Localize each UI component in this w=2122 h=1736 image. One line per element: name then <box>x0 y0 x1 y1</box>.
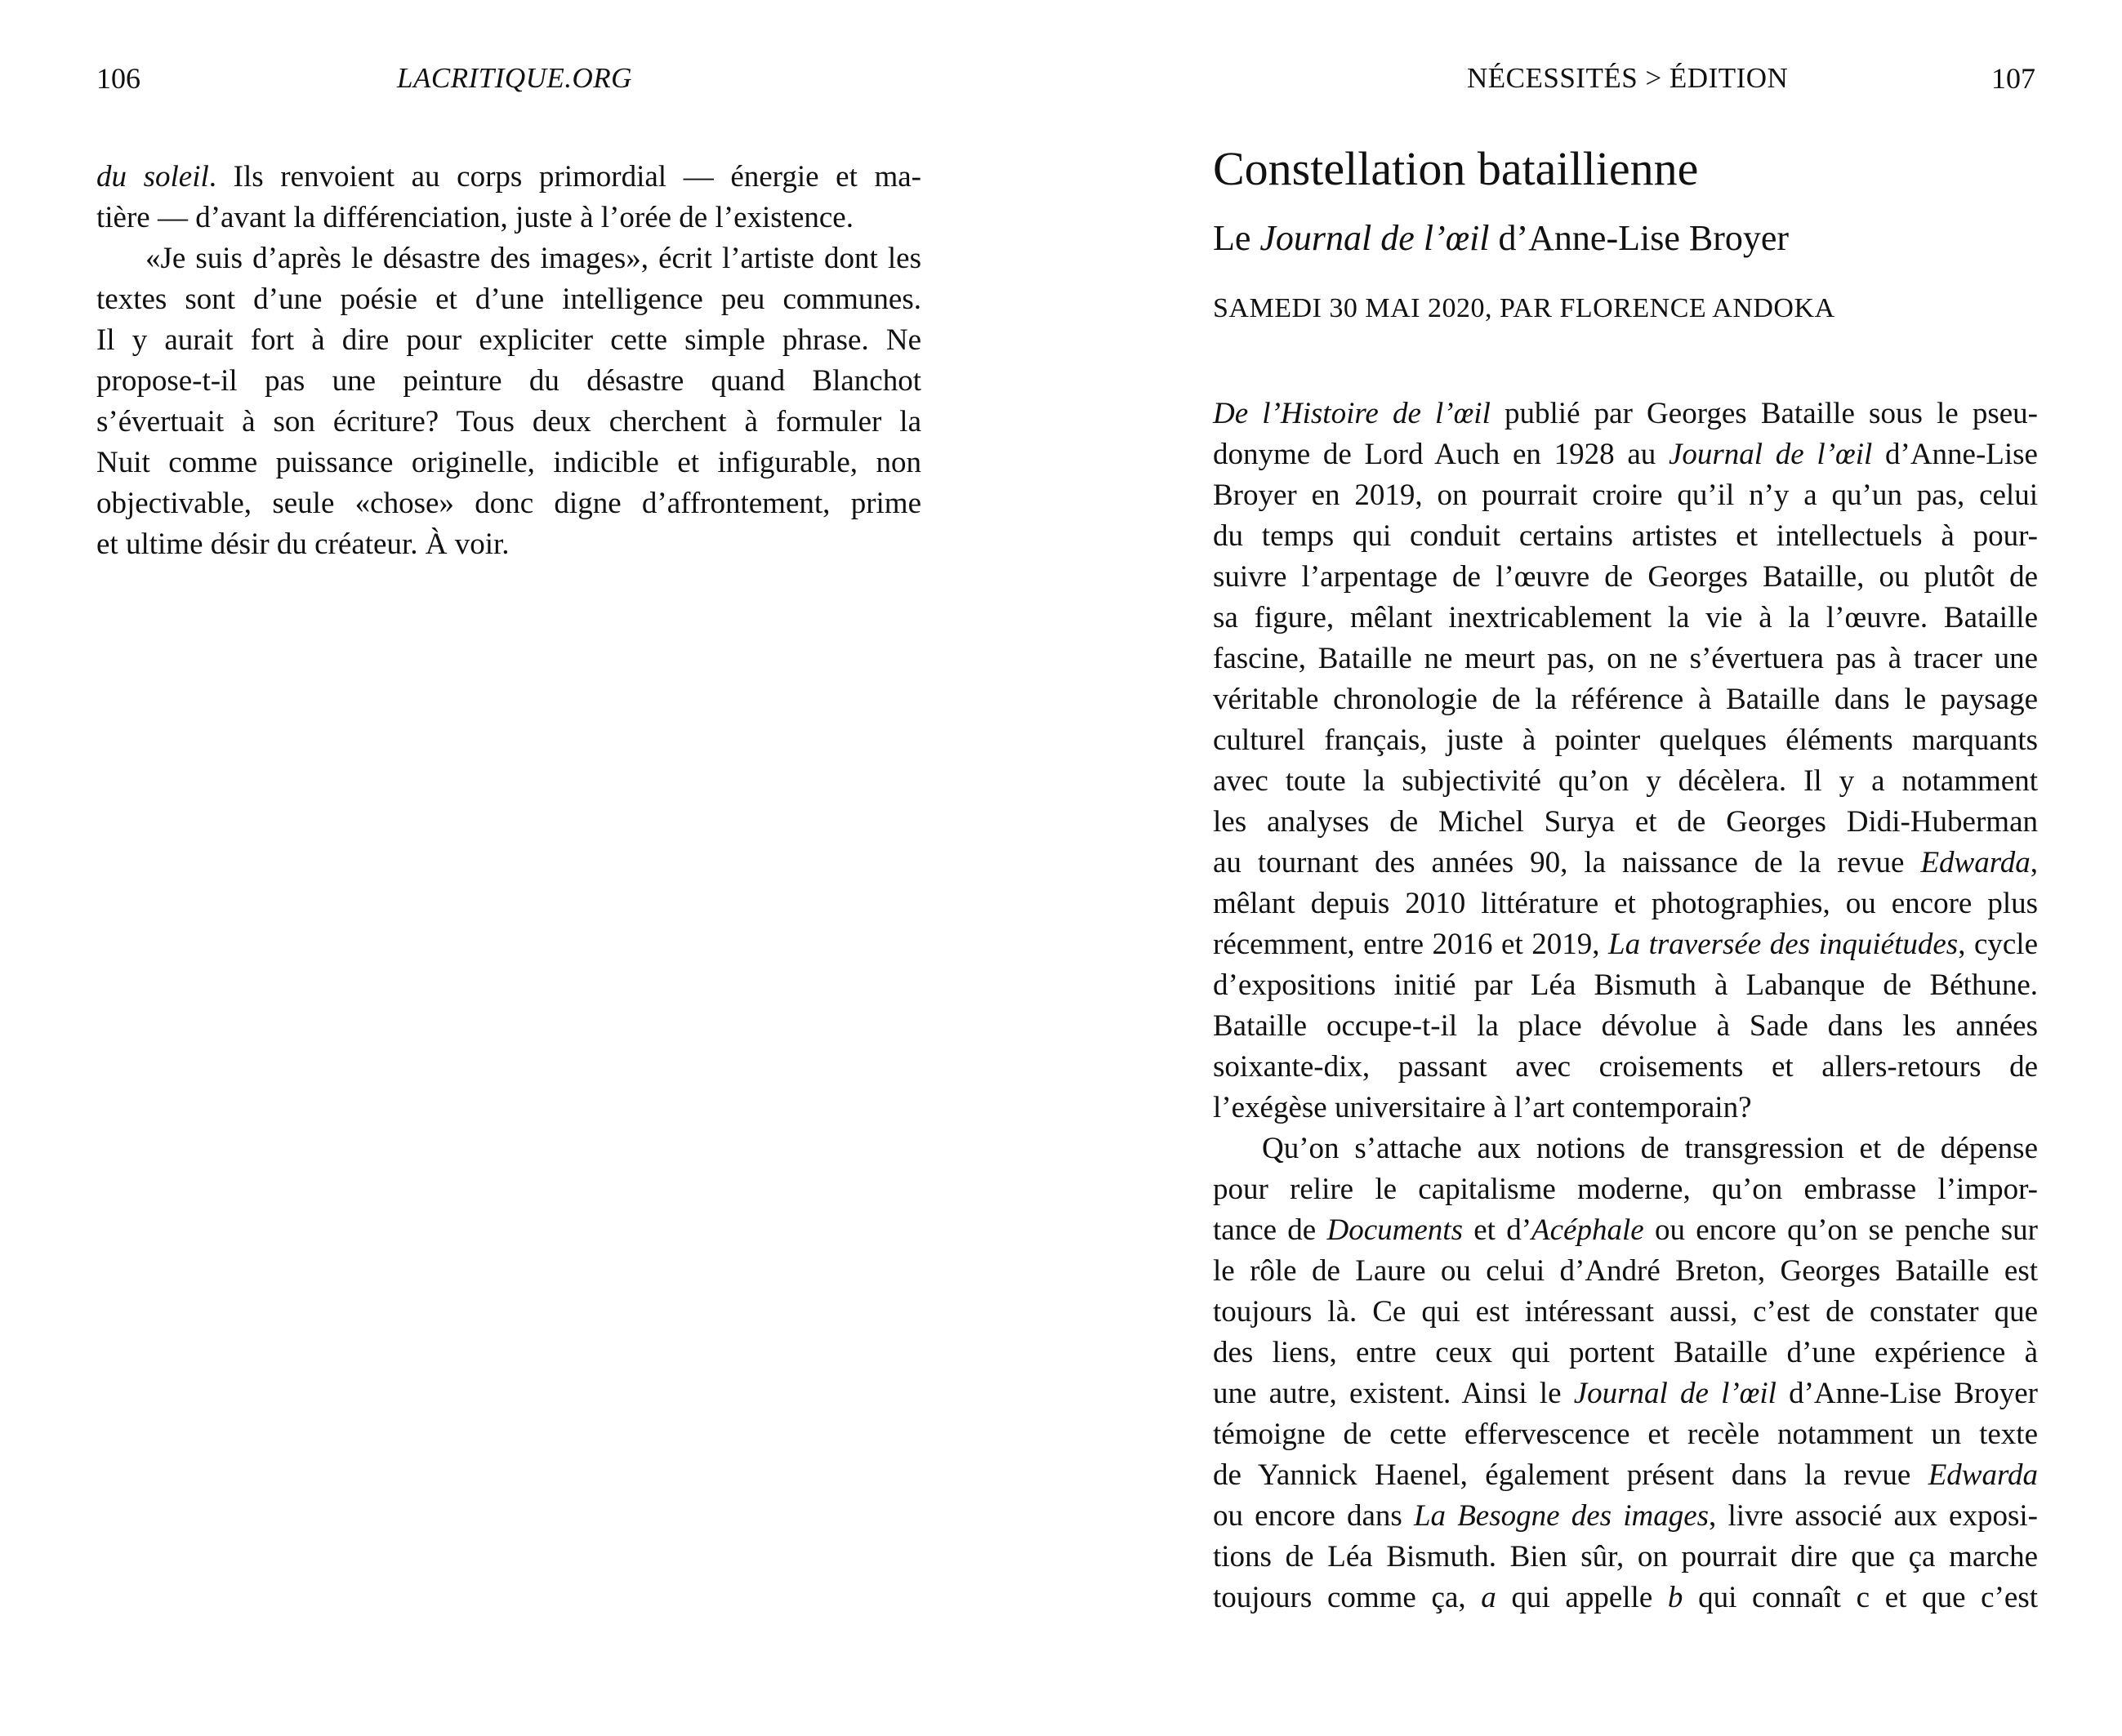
body-text: d’Anne-Lise <box>1872 438 2038 471</box>
body-text: Il y aurait fort à dire pour expliciter cette simple phrase. Ne <box>96 323 921 357</box>
text-line <box>96 157 921 198</box>
text-line <box>1213 516 2038 557</box>
italic-title-text: La traversée des inquiétudes <box>1608 928 1959 961</box>
text-line <box>96 198 921 238</box>
text-line <box>1213 924 2038 965</box>
italic-title-text: b <box>1667 1581 1683 1614</box>
text-line <box>1213 1006 2038 1047</box>
text-line <box>96 279 921 320</box>
italic-title-text: Edwarda <box>1928 1458 2038 1492</box>
body-text: . Ils renvoient au corps primordial — énergie et ma- <box>208 160 921 194</box>
body-text: sa figure, mêlant inextricablement la vie à la l’œuvre. Bataille <box>1213 601 2038 634</box>
right-page <box>1061 0 2122 1736</box>
article-title: Constellation bataillienne <box>1213 142 1699 195</box>
text-line <box>96 402 921 443</box>
body-text: fascine, Bataille ne meurt pas, on ne s’évertuera pas à tracer une <box>1213 642 2038 675</box>
text-line <box>1213 1210 2038 1251</box>
text-line <box>1213 1169 2038 1210</box>
italic-title-text: De l’Histoire de l’œil <box>1213 397 1491 430</box>
body-text: du temps qui conduit certains artistes et intellectuels à pour- <box>1213 519 2038 553</box>
body-text: qui appelle <box>1496 1581 1668 1614</box>
italic-title-text: Acéphale <box>1531 1213 1644 1247</box>
body-text: publié par Georges Bataille sous le pseu- <box>1490 397 2038 430</box>
body-text: les analyses de Michel Surya et de Georges Didi-Huberman <box>1213 805 2038 839</box>
body-text: qui connaît c et que c’est <box>1683 1581 2039 1614</box>
body-text: avec toute la subjectivité qu’on y décèlera. Il y a notamment <box>1213 764 2038 798</box>
body-text: d’Anne-Lise Broyer <box>1776 1377 2038 1410</box>
body-text: soixante-dix, passant avec croisements et allers-retours de <box>1213 1050 2038 1084</box>
body-text: «Je suis d’après le désastre des images», écrit l’artiste dont les <box>145 242 921 275</box>
body-text: témoigne de cette effervescence et recèle notamment un texte <box>1213 1418 2038 1451</box>
body-text: et ultime désir du créateur. À voir. <box>96 527 510 561</box>
text-line <box>1213 679 2038 720</box>
article-subtitle <box>1213 216 2038 261</box>
body-text: pour relire le capitalisme moderne, qu’on embrasse l’impor- <box>1213 1173 2038 1206</box>
body-text: de Yannick Haenel, également présent dans la revue <box>1213 1458 1928 1492</box>
body-text: , livre associé aux exposi- <box>1709 1499 2038 1533</box>
running-head-section: NÉCESSITÉS > ÉDITION <box>1467 62 1789 94</box>
running-head-publication: LACRITIQUE.ORG <box>397 62 632 94</box>
text-line <box>1213 1128 2038 1169</box>
body-text: suivre l’arpentage de l’œuvre de Georges Bataille, ou plutôt de <box>1213 560 2038 594</box>
body-text: des liens, entre ceux qui portent Bataille d’une expérience à <box>1213 1336 2038 1369</box>
subtitle-book-title: Journal de l’œil <box>1259 218 1490 258</box>
body-text: l’exégèse universitaire à l’art contemporain? <box>1213 1091 1752 1124</box>
body-text: toujours là. Ce qui est intéressant aussi, c’est de constater que <box>1213 1295 2038 1329</box>
body-text: Nuit comme puissance originelle, indicible et infigurable, non <box>96 446 921 479</box>
body-text: récemment, entre 2016 et 2019, <box>1213 928 1609 961</box>
body-text: tions de Léa Bismuth. Bien sûr, on pourrait dire que ça marche <box>1213 1540 2038 1574</box>
subtitle-prefix: Le <box>1213 218 1260 258</box>
text-line <box>1213 720 2038 761</box>
italic-title-text: Journal de l’œil <box>1668 438 1873 471</box>
page-number-right: 107 <box>1991 62 2035 95</box>
text-line <box>1213 965 2038 1006</box>
body-text: culturel français, juste à pointer quelques éléments marquants <box>1213 723 2038 757</box>
body-text: ou encore qu’on se penche sur <box>1643 1213 2038 1247</box>
body-text: ou encore dans <box>1213 1499 1414 1533</box>
left-body-text <box>96 157 921 565</box>
text-line <box>1213 1455 2038 1496</box>
text-line <box>1213 1373 2038 1414</box>
body-text: tière — d’avant la différenciation, juste à l’orée de l’existence. <box>96 201 854 234</box>
italic-title-text: Edwarda <box>1920 846 2031 879</box>
italic-title-text: Documents <box>1326 1213 1463 1247</box>
page-number-left: 106 <box>96 62 140 95</box>
text-line <box>96 443 921 483</box>
subtitle-suffix: d’Anne-Lise Broyer <box>1489 218 1790 258</box>
article <box>1213 140 2038 1618</box>
text-line <box>96 320 921 361</box>
body-text: s’évertuait à son écriture? Tous deux cherchent à formuler la <box>96 405 921 438</box>
body-text: Broyer en 2019, on pourrait croire qu’il n’y a qu’un pas, celui <box>1213 479 2038 512</box>
text-line <box>1213 1537 2038 1578</box>
body-text: véritable chronologie de la référence à Bataille dans le paysage <box>1213 683 2038 716</box>
body-text: le rôle de Laure ou celui d’André Breton, Georges Bataille est <box>1213 1254 2038 1288</box>
body-text: au tournant des années 90, la naissance de la revue <box>1213 846 1921 879</box>
body-text: Bataille occupe-t-il la place dévolue à Sade dans les années <box>1213 1009 2038 1043</box>
italic-title-text: du soleil <box>96 160 209 194</box>
text-line <box>1213 1292 2038 1333</box>
text-line <box>1213 761 2038 802</box>
body-text: donyme de Lord Auch en 1928 au <box>1213 438 1669 471</box>
text-line <box>1213 639 2038 679</box>
body-text: tance de <box>1213 1213 1327 1247</box>
body-text: textes sont d’une poésie et d’une intelligence peu communes. <box>96 283 921 316</box>
text-line <box>1213 434 2038 475</box>
text-line <box>1213 394 2038 434</box>
text-line <box>1213 1578 2038 1618</box>
text-line <box>96 238 921 279</box>
text-line <box>1213 1496 2038 1537</box>
italic-title-text: Journal de l’œil <box>1573 1377 1777 1410</box>
text-line <box>1213 1333 2038 1373</box>
article-body-text <box>1213 394 2038 1618</box>
text-line <box>1213 557 2038 598</box>
body-text: , <box>2030 846 2038 879</box>
article-byline: SAMEDI 30 MAI 2020, PAR FLORENCE ANDOKA <box>1213 293 1835 323</box>
body-text: une autre, existent. Ainsi le <box>1213 1377 1574 1410</box>
body-text: et d’ <box>1462 1213 1532 1247</box>
text-line <box>1213 1088 2038 1128</box>
text-line <box>1213 1251 2038 1292</box>
text-line <box>1213 802 2038 843</box>
text-line <box>96 483 921 524</box>
text-line <box>1213 1414 2038 1455</box>
body-text: mêlant depuis 2010 littérature et photographies, ou encore plus <box>1213 887 2038 920</box>
text-line <box>96 524 921 565</box>
body-text: objectivable, seule «chose» donc digne d’affrontement, prime <box>96 487 921 520</box>
body-text: d’expositions initié par Léa Bismuth à Labanque de Béthune. <box>1213 968 2038 1002</box>
body-text: Qu’on s’attache aux notions de transgression et de dépense <box>1262 1132 2038 1165</box>
text-line <box>1213 475 2038 516</box>
italic-title-text: a <box>1481 1581 1496 1614</box>
text-line <box>1213 598 2038 639</box>
body-text: toujours comme ça, <box>1213 1581 1482 1614</box>
body-text: , cycle <box>1958 928 2039 961</box>
text-line <box>1213 1047 2038 1088</box>
italic-title-text: La Besogne des images <box>1413 1499 1710 1533</box>
text-line <box>1213 843 2038 884</box>
text-line <box>1213 884 2038 924</box>
text-line <box>96 361 921 402</box>
body-text: propose-t-il pas une peinture du désastre quand Blanchot <box>96 364 921 398</box>
